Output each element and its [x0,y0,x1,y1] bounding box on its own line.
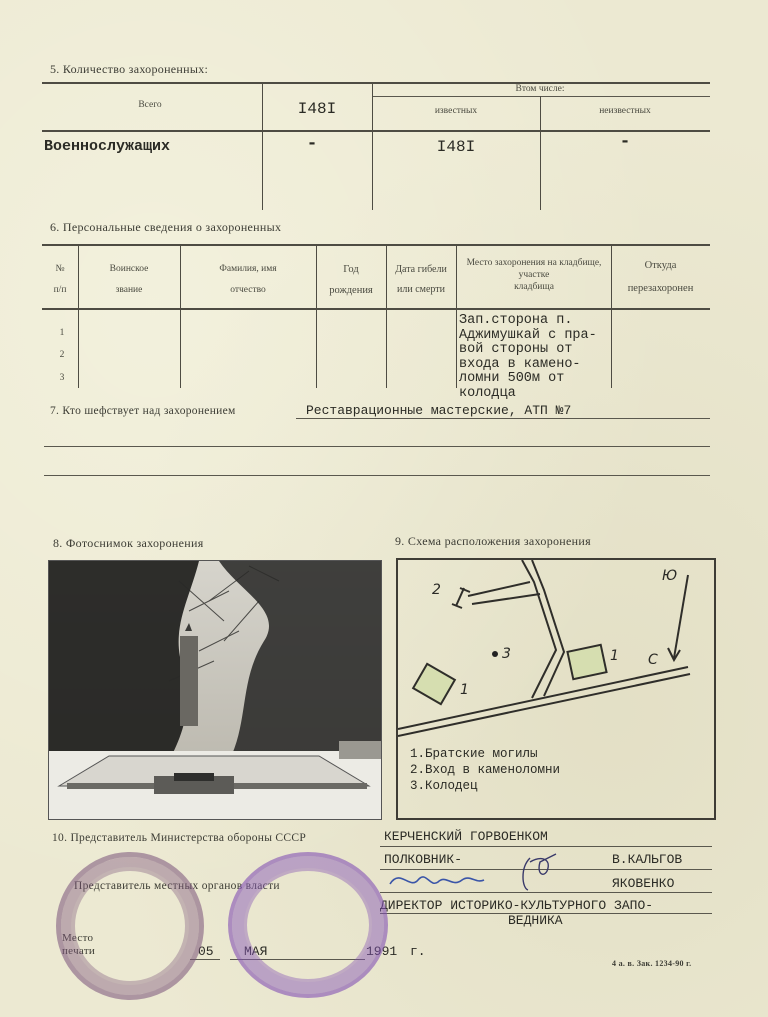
stamp-place-2: печати [62,945,96,957]
row-number: 3 [59,373,65,383]
place-line: вой стороны от [459,342,573,357]
col-header-line: Воинское [109,264,149,274]
blank-line [44,475,710,476]
col-header-line: рождения [329,284,373,296]
mod-rank: ПОЛКОВНИК- [384,852,463,867]
col-header-birth-year [316,262,386,300]
col-header-line: п/п [53,285,67,296]
burial-photo [48,560,382,820]
col-header-line: или смерти [397,284,445,295]
row-category: Военнослужащих [44,138,171,155]
burial-place-text [459,314,597,401]
mod-org: КЕРЧЕНСКИЙ ГОРВОЕНКОМ [384,829,548,844]
total-value: I48I [297,100,337,118]
map-label-south: Ю [662,568,678,584]
table5-top-border [42,82,710,84]
col-header-reburied-from [611,258,710,298]
col-header-line: № [55,264,65,274]
date-day: 05 [198,944,214,959]
row-unknown: - [619,132,631,152]
signature-line [380,913,712,914]
stamp-place-1: Место [62,932,94,944]
local-title-1: ДИРЕКТОР ИСТОРИКО-КУЛЬТУРНОГО ЗАПО- [380,898,654,913]
header-total: Всего [138,100,162,110]
table6-col-divider [456,246,457,388]
col-header-line: Год [343,264,359,275]
col-header-burial-place [462,258,606,294]
date-suffix: г. [410,944,426,959]
map-label-well: 3 [502,646,511,662]
official-seal-stamp [56,852,204,1000]
printer-note: 4 а. в. Зак. 1234-90 г. [612,959,692,968]
row-number: 2 [59,350,65,360]
burial-scheme-map [396,558,716,820]
col-header-line: Фамилия, имя [219,264,277,274]
local-title-2: ВЕДНИКА [508,913,563,928]
col-header-name [180,262,316,298]
col-header-line: Место захоронения на кладбище, участке [466,258,602,280]
memorial-photo-image [49,561,381,819]
col-header-line: перезахоронен [627,282,694,294]
scheme-legend [410,746,560,794]
mod-name: В.КАЛЬГОВ [612,852,683,867]
legend-item: 1.Братские могилы [410,747,538,761]
section9-title: 9. Схема расположения захоронения [395,534,591,548]
col-header-line: отчество [230,285,266,296]
place-line: колодца [459,385,516,401]
local-rep-label: Представитель местных органов власти [74,880,280,892]
place-line: Аджимушкай с пра- [459,327,597,343]
place-line: ломни 500м от [459,371,565,386]
row-number: 1 [59,328,65,338]
signature-line [380,846,712,847]
map-label-entrance: 2 [432,582,441,598]
place-line: входа в камено- [459,356,581,372]
map-label-grave: 1 [610,648,619,664]
legend-item: 2.Вход в каменоломни [410,763,561,777]
section10-label: 10. Представитель Министерства обороны СССР [52,832,307,844]
date-year: 1991 [366,944,398,959]
col-header-line: звание [115,285,143,296]
col-header-number [42,262,78,298]
handwritten-signatures [380,848,580,898]
section8-title: 8. Фотоснимок захоронения [53,536,204,550]
col-header-rank [78,262,180,298]
header-unknown: неизвестных [599,106,651,116]
table6-top-border [42,244,710,246]
col-header-line: Откуда [644,260,677,271]
blank-line [44,446,710,447]
row-total: - [306,134,318,154]
table6-header-bottom [42,308,710,310]
col-header-line: Дата гибели [395,264,447,275]
map-label-grave: 1 [460,682,469,698]
section5-title: 5. Количество захороненных: [50,62,209,76]
header-known: известных [434,106,478,116]
col-header-line: кладбища [514,281,554,292]
patron-underline [296,418,710,419]
row-known: I48I [436,138,476,156]
date-month: МАЯ [244,944,268,959]
place-line: Зап.сторона п. [459,313,573,328]
section6-title: 6. Персональные сведения о захороненных [50,220,282,234]
local-name: ЯКОВЕНКО [612,876,675,891]
map-label-north: С [648,652,658,668]
legend-item: 3.Колодец [410,779,478,793]
museum-reserve-stamp [228,852,388,998]
section7-label: 7. Кто шефствует над захоронением [50,405,236,417]
col-header-death-date [386,262,456,298]
patron-value: Реставрационные мастерские, АТП №7 [306,403,572,418]
header-in-that-number: Втом числе: [515,84,565,94]
